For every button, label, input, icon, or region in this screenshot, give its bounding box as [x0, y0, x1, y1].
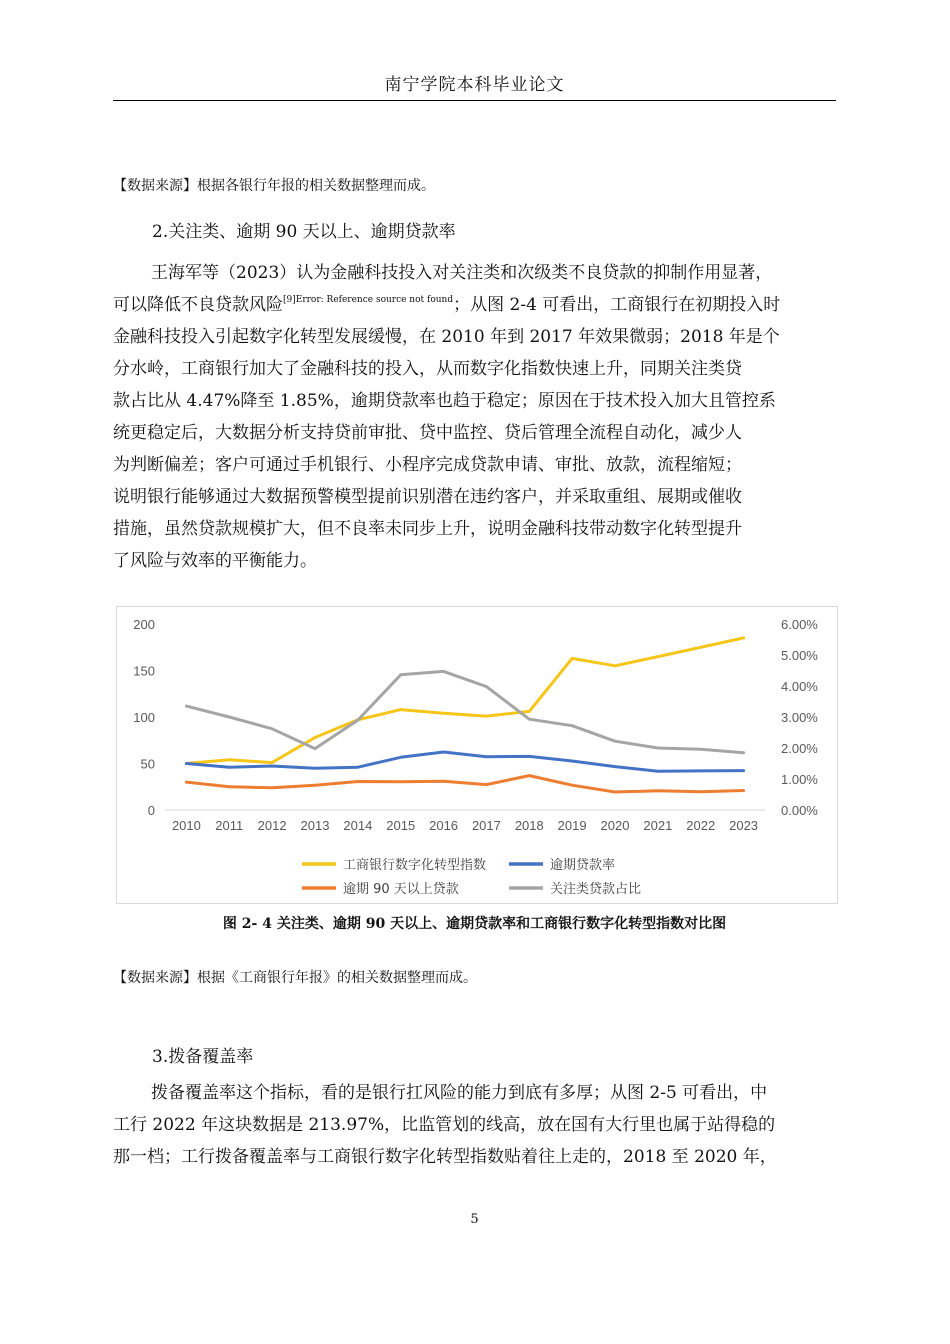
paragraph-line: 款占比从 4.47%降至 1.85%，逾期贷款率也趋于稳定；原因在于技术投入加大且管控系	[113, 391, 776, 411]
y-left-tick-label: 200	[133, 617, 155, 632]
x-tick-label: 2014	[343, 818, 373, 833]
body-paragraph	[113, 257, 843, 577]
x-tick-label: 2020	[600, 818, 630, 833]
paragraph-line: 为判断偏差；客户可通过手机银行、小程序完成贷款申请、审批、放款，流程缩短；	[113, 455, 742, 475]
paragraph-line: 王海军等（2023）认为金融科技投入对关注类和次级类不良贷款的抑制作用显著，	[151, 263, 773, 283]
x-tick-label: 2015	[386, 818, 416, 833]
source-note: 【数据来源】根据《工商银行年报》的相关数据整理而成。	[113, 970, 477, 986]
paragraph-line: 金融科技投入引起数字化转型发展缓慢，在 2010 年到 2017 年效果微弱；2018 年是个	[113, 327, 780, 347]
paragraph-line: 措施，虽然贷款规模扩大，但不良率未同步上升，说明金融科技带动数字化转型提升	[113, 519, 742, 539]
y-right-tick-label: 0.00%	[781, 803, 818, 818]
legend-label: 工商银行数字化转型指数	[343, 858, 487, 873]
page-number: 5	[470, 1212, 479, 1227]
y-left-tick-label: 100	[133, 710, 155, 725]
paragraph-line: 拨备覆盖率这个指标，看的是银行扛风险的能力到底有多厚；从图 2-5 可看出，中	[151, 1083, 768, 1103]
series-line	[186, 638, 743, 764]
source-note: 【数据来源】根据各银行年报的相关数据整理而成。	[113, 178, 435, 194]
section-heading: 2.关注类、逾期 90 天以上、逾期贷款率	[152, 222, 456, 242]
paragraph-line: 了风险与效率的平衡能力。	[113, 551, 317, 571]
y-left-tick-label: 150	[133, 663, 155, 679]
x-tick-label: 2016	[429, 818, 459, 833]
x-tick-label: 2023	[729, 818, 759, 833]
x-tick-label: 2012	[257, 818, 287, 833]
paragraph-line: 分水岭，工商银行加大了金融科技的投入，从而数字化指数快速上升，同期关注类贷	[113, 359, 742, 379]
header-rule	[113, 100, 836, 101]
x-tick-label: 2019	[557, 818, 587, 833]
chart-canvas	[117, 607, 837, 903]
x-tick-label: 2017	[471, 818, 501, 833]
x-tick-label: 2010	[171, 818, 201, 833]
y-right-tick-label: 4.00%	[781, 679, 818, 694]
legend-label: 逾期 90 天以上贷款	[343, 882, 459, 897]
paragraph-line: 统更稳定后，大数据分析支持贷前审批、贷中监控、贷后管理全流程自动化，减少人	[113, 423, 742, 443]
paragraph-line: 工行 2022 年这块数据是 213.97%，比监管划的线高，放在国有大行里也属于站得稳的	[113, 1115, 776, 1135]
section-heading: 3.拨备覆盖率	[152, 1047, 254, 1067]
paragraph-line: 说明银行能够通过大数据预警模型提前识别潜在违约客户，并采取重组、展期或催收	[113, 487, 742, 507]
line-chart	[116, 606, 838, 904]
y-right-tick-label: 2.00%	[781, 741, 818, 756]
legend-label: 逾期贷款率	[550, 858, 616, 873]
x-tick-label: 2011	[215, 818, 244, 833]
y-right-tick-label: 1.00%	[781, 772, 818, 787]
x-tick-label: 2022	[686, 818, 716, 833]
body-paragraph	[113, 1077, 843, 1173]
citation-reference: [9]Error: Reference source not found	[283, 295, 454, 305]
series-line	[186, 671, 743, 752]
y-right-tick-label: 6.00%	[781, 617, 818, 632]
y-right-tick-label: 5.00%	[781, 648, 818, 663]
x-tick-label: 2013	[300, 818, 330, 833]
paragraph-line: 那一档；工行拨备覆盖率与工商银行数字化转型指数贴着往上走的，2018 至 2020 年，	[113, 1147, 777, 1167]
paragraph-line: 可以降低不良贷款风险$^{[9]Error: Reference source not found}$；从图 2-4 可看出，工商银行在初期投入时	[113, 295, 781, 315]
x-tick-label: 2018	[514, 818, 544, 833]
y-right-tick-label: 3.00%	[781, 710, 818, 725]
figure-caption: 图 2- 4 关注类、逾期 90 天以上、逾期贷款率和工商银行数字化转型指数对比图	[222, 916, 727, 932]
y-left-tick-label: 50	[140, 756, 155, 772]
x-tick-label: 2021	[643, 818, 673, 833]
series-line	[186, 776, 743, 792]
running-header: 南宁学院本科毕业论文	[384, 75, 565, 95]
legend-label: 关注类贷款占比	[550, 882, 642, 897]
y-left-tick-label: 0	[147, 803, 155, 818]
